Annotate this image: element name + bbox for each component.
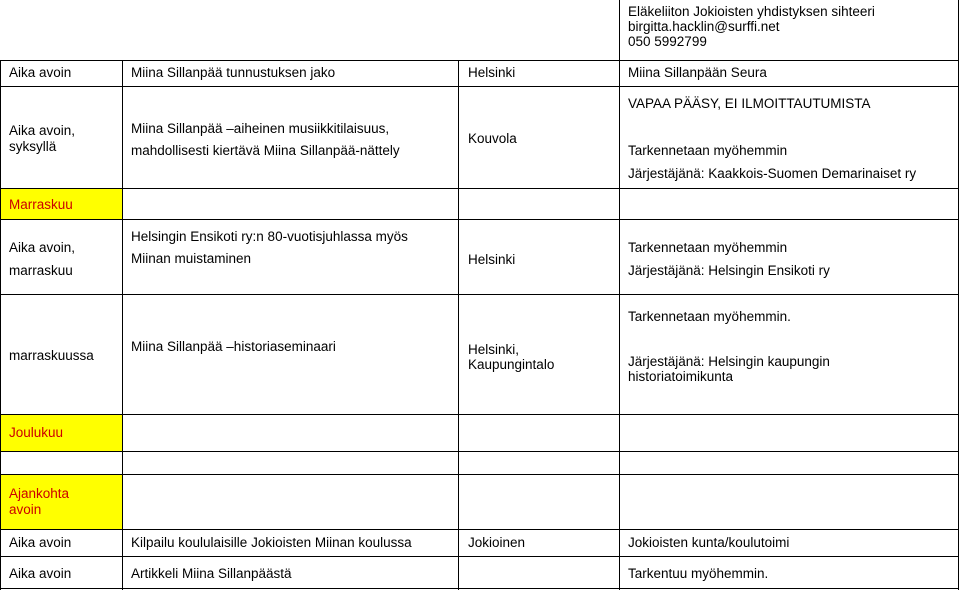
row4-time: marraskuussa: [9, 348, 94, 363]
grid-line: [0, 219, 959, 220]
grid-line: [0, 86, 959, 87]
contact-email[interactable]: birgitta.hacklin@surffi.net: [628, 19, 780, 34]
row4-info: Tarkennetaan myöhemmin.: [628, 309, 791, 324]
grid-line: [0, 414, 959, 415]
grid-line: [0, 529, 959, 530]
row5-event: Kilpailu koululaisille Jokioisten Miinan koulussa: [131, 535, 412, 550]
section-heading-december: Joulukuu: [9, 425, 64, 440]
row2-info: Järjestäjänä: Kaakkois-Suomen Demarinaiset ry: [628, 166, 917, 181]
row2-place: Kouvola: [468, 131, 517, 146]
row2-event: Miina Sillanpää –aiheinen musiikkitilaisuus,: [131, 121, 390, 136]
row2-time: Aika avoin,: [9, 123, 76, 138]
row5-info: Jokioisten kunta/koulutoimi: [628, 535, 790, 550]
row2-info: VAPAA PÄÄSY, EI ILMOITTAUTUMISTA: [628, 96, 871, 111]
grid-line: [619, 0, 620, 590]
row4-place: Helsinki,: [468, 342, 520, 357]
row1-event: Miina Sillanpää tunnustuksen jako: [131, 65, 336, 80]
row3-info: Tarkennetaan myöhemmin: [628, 240, 788, 255]
row3-place: Helsinki: [468, 252, 516, 267]
row3-event: Miinan muistaminen: [131, 251, 252, 266]
contact-organization: Eläkeliiton Jokioisten yhdistyksen sihteeri: [628, 4, 875, 19]
grid-line: [0, 556, 959, 557]
row4-place: Kaupungintalo: [468, 357, 555, 372]
grid-line: [0, 588, 959, 589]
grid-line: [0, 188, 959, 189]
grid-line: [0, 60, 1, 590]
grid-line: [122, 60, 123, 590]
grid-line: [0, 294, 959, 295]
row3-info: Järjestäjänä: Helsingin Ensikoti ry: [628, 263, 830, 278]
row4-info: Järjestäjänä: Helsingin kaupungin: [628, 354, 830, 369]
row6-event: Artikkeli Miina Sillanpäästä: [131, 566, 292, 581]
grid-line: [458, 60, 459, 590]
section-heading-november: Marraskuu: [9, 197, 73, 212]
row2-info: Tarkennetaan myöhemmin: [628, 143, 788, 158]
row4-event: Miina Sillanpää –historiaseminaari: [131, 339, 336, 354]
row5-place: Jokioinen: [468, 535, 526, 550]
grid-line: [0, 60, 959, 61]
grid-line: [958, 0, 959, 590]
grid-line: [0, 474, 959, 475]
row3-time: Aika avoin,: [9, 240, 76, 255]
row2-time: syksyllä: [9, 139, 57, 154]
grid-line: [0, 451, 959, 452]
contact-phone: 050 5992799: [628, 34, 707, 49]
row4-info: historiatoimikunta: [628, 369, 734, 384]
section-heading-open: avoin: [9, 502, 42, 517]
row1-info: Miina Sillanpään Seura: [628, 65, 767, 80]
row3-event: Helsingin Ensikoti ry:n 80-vuotisjuhlassa myös: [131, 229, 408, 244]
row1-place: Helsinki: [468, 65, 516, 80]
section-heading-open: Ajankohta: [9, 486, 70, 501]
row1-time: Aika avoin: [9, 65, 72, 80]
row2-event: mahdollisesti kiertävä Miina Sillanpää-nättely: [131, 143, 400, 158]
row3-time: marraskuu: [9, 263, 73, 278]
row6-time: Aika avoin: [9, 566, 72, 581]
row6-info: Tarkentuu myöhemmin.: [628, 566, 769, 581]
row5-time: Aika avoin: [9, 535, 72, 550]
